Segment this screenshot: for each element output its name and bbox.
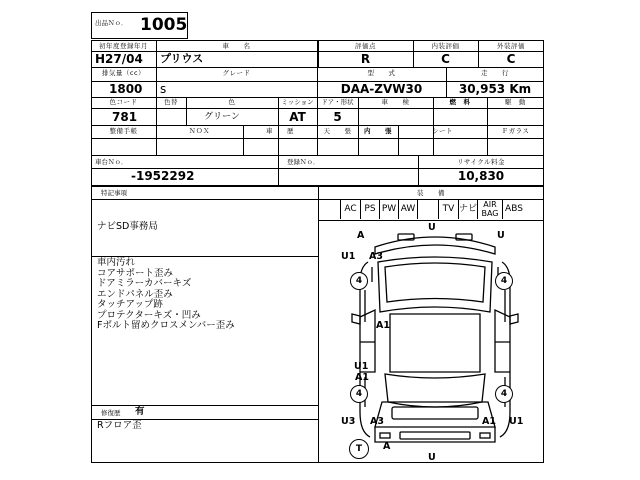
hdr-reg-no: 登録Ｎｏ． (287, 158, 320, 166)
chassis-value: -1952292 (131, 169, 195, 183)
hdr-history: 車 歴 (266, 127, 294, 135)
equipment-item: AIR BAG (477, 200, 502, 219)
equipment-item: TV (438, 200, 458, 219)
first-reg-value: H27/04 (95, 52, 143, 66)
hdr-fuel: 燃 料 (449, 98, 471, 106)
equipment-item: PS (360, 200, 379, 219)
hdr-transmission: ミッション (281, 98, 314, 106)
interior-score-value: C (441, 52, 450, 66)
tire-front-left: 4 (350, 272, 368, 290)
damage-front-u: U (428, 222, 436, 233)
damage-rear-a1: A1 (482, 416, 496, 427)
hdr-roof: 天 張 (323, 127, 352, 135)
hdr-recycle: リサイクル料金 (456, 158, 506, 166)
damage-rear-a3: A3 (370, 416, 384, 427)
recycle-value: 10,830 (457, 169, 505, 183)
equipment-item: PW (379, 200, 398, 219)
hdr-notes: 特記事項 (101, 189, 127, 197)
equipment-item (417, 200, 438, 219)
note-line: ナビSD事務局 (97, 221, 158, 232)
color-code-value: 781 (112, 110, 138, 124)
damage-hood-a1: A1 (376, 320, 390, 331)
hdr-equipment: 装 備 (417, 189, 445, 197)
doors-value: 5 (333, 110, 342, 124)
damage-tail-u: U (428, 452, 436, 463)
mileage-value: 30,953 Km (458, 82, 532, 96)
hdr-first-reg: 初年度登録年月 (99, 42, 148, 50)
tire-front-right: 4 (495, 272, 513, 290)
note-line: 車内汚れ (97, 257, 136, 268)
car-name-value: プリウス (160, 52, 204, 65)
hdr-car-name: 車 名 (222, 42, 251, 50)
notes-top (97, 222, 158, 233)
hdr-manual: 整備手帳 (109, 127, 138, 135)
lot-number: 1005 (140, 15, 188, 35)
transmission-value: AT (289, 110, 306, 124)
hdr-chassis: 車台Ｎｏ． (95, 158, 128, 166)
color-value: グリーン (204, 112, 240, 122)
hdr-repair-history: 修復歴 (101, 409, 121, 417)
equipment-item: ナビ (458, 200, 477, 219)
note-line: コアサポート歪み (97, 267, 174, 279)
tire-rear-left: 4 (350, 385, 368, 403)
hdr-doors: ドア・形状 (321, 98, 354, 106)
grade-value: s (160, 82, 167, 96)
score-value: R (360, 52, 371, 66)
note-line: タッチアップ跡 (97, 299, 163, 310)
hdr-inspection: 車 検 (381, 98, 410, 106)
notes-bottom (97, 421, 142, 432)
note-line: プロテクターキズ・凹み (97, 309, 201, 321)
note-line: エンドパネル歪み (97, 288, 173, 300)
note-line: Fボルト留めクロスメンバー歪み (97, 320, 235, 331)
damage-door-u1: U1 (354, 361, 369, 372)
hdr-model: 型 式 (367, 69, 396, 77)
hdr-nox: ＮＯＸ (189, 127, 210, 135)
hdr-score: 評価点 (355, 42, 376, 50)
hdr-seat: シート (432, 127, 453, 135)
hdr-interior-trim: 内 張 (364, 127, 392, 135)
repair-history-value: 有 (135, 406, 145, 417)
hdr-exterior-score: 外装評価 (497, 42, 525, 50)
hdr-interior-score: 内装評価 (431, 42, 460, 50)
equipment-item: ABS (502, 200, 525, 219)
hdr-color: 色 (228, 98, 236, 106)
tire-rear-right: 4 (495, 385, 513, 403)
hdr-color-code: 色コード (109, 98, 138, 106)
damage-rear-u1: U1 (509, 416, 524, 427)
spare-tire: T (349, 439, 369, 459)
hdr-displacement: 排気量（cc） (101, 69, 146, 77)
model-value: DAA-ZVW30 (340, 82, 423, 96)
damage-u1-left: U1 (341, 251, 356, 262)
damage-a3-left: A3 (369, 251, 383, 262)
note-line: ドアミラーカバーキズ (97, 278, 192, 289)
damage-front-right-u: U (497, 230, 505, 241)
equipment-row (318, 199, 544, 220)
displacement-value: 1800 (109, 82, 143, 96)
hdr-f-glass: Ｆガラス (501, 127, 530, 135)
damage-tail-a: A (383, 441, 391, 452)
hdr-color-change: 色替 (164, 98, 178, 106)
notes-middle (97, 258, 235, 332)
damage-rear-u3: U3 (341, 416, 356, 427)
damage-front-left-a: A (357, 230, 365, 241)
note-line: Rフロア歪 (97, 420, 142, 431)
damage-door-a1: A1 (355, 372, 369, 383)
hdr-grade: グレード (222, 69, 251, 77)
equipment-item: AC (340, 200, 360, 219)
hdr-mileage: 走 行 (481, 69, 509, 77)
exterior-score-value: C (506, 52, 516, 66)
hdr-drive: 駆 動 (505, 98, 526, 106)
lot-label: 出品Ｎｏ． (95, 19, 128, 27)
equipment-item: AW (398, 200, 417, 219)
